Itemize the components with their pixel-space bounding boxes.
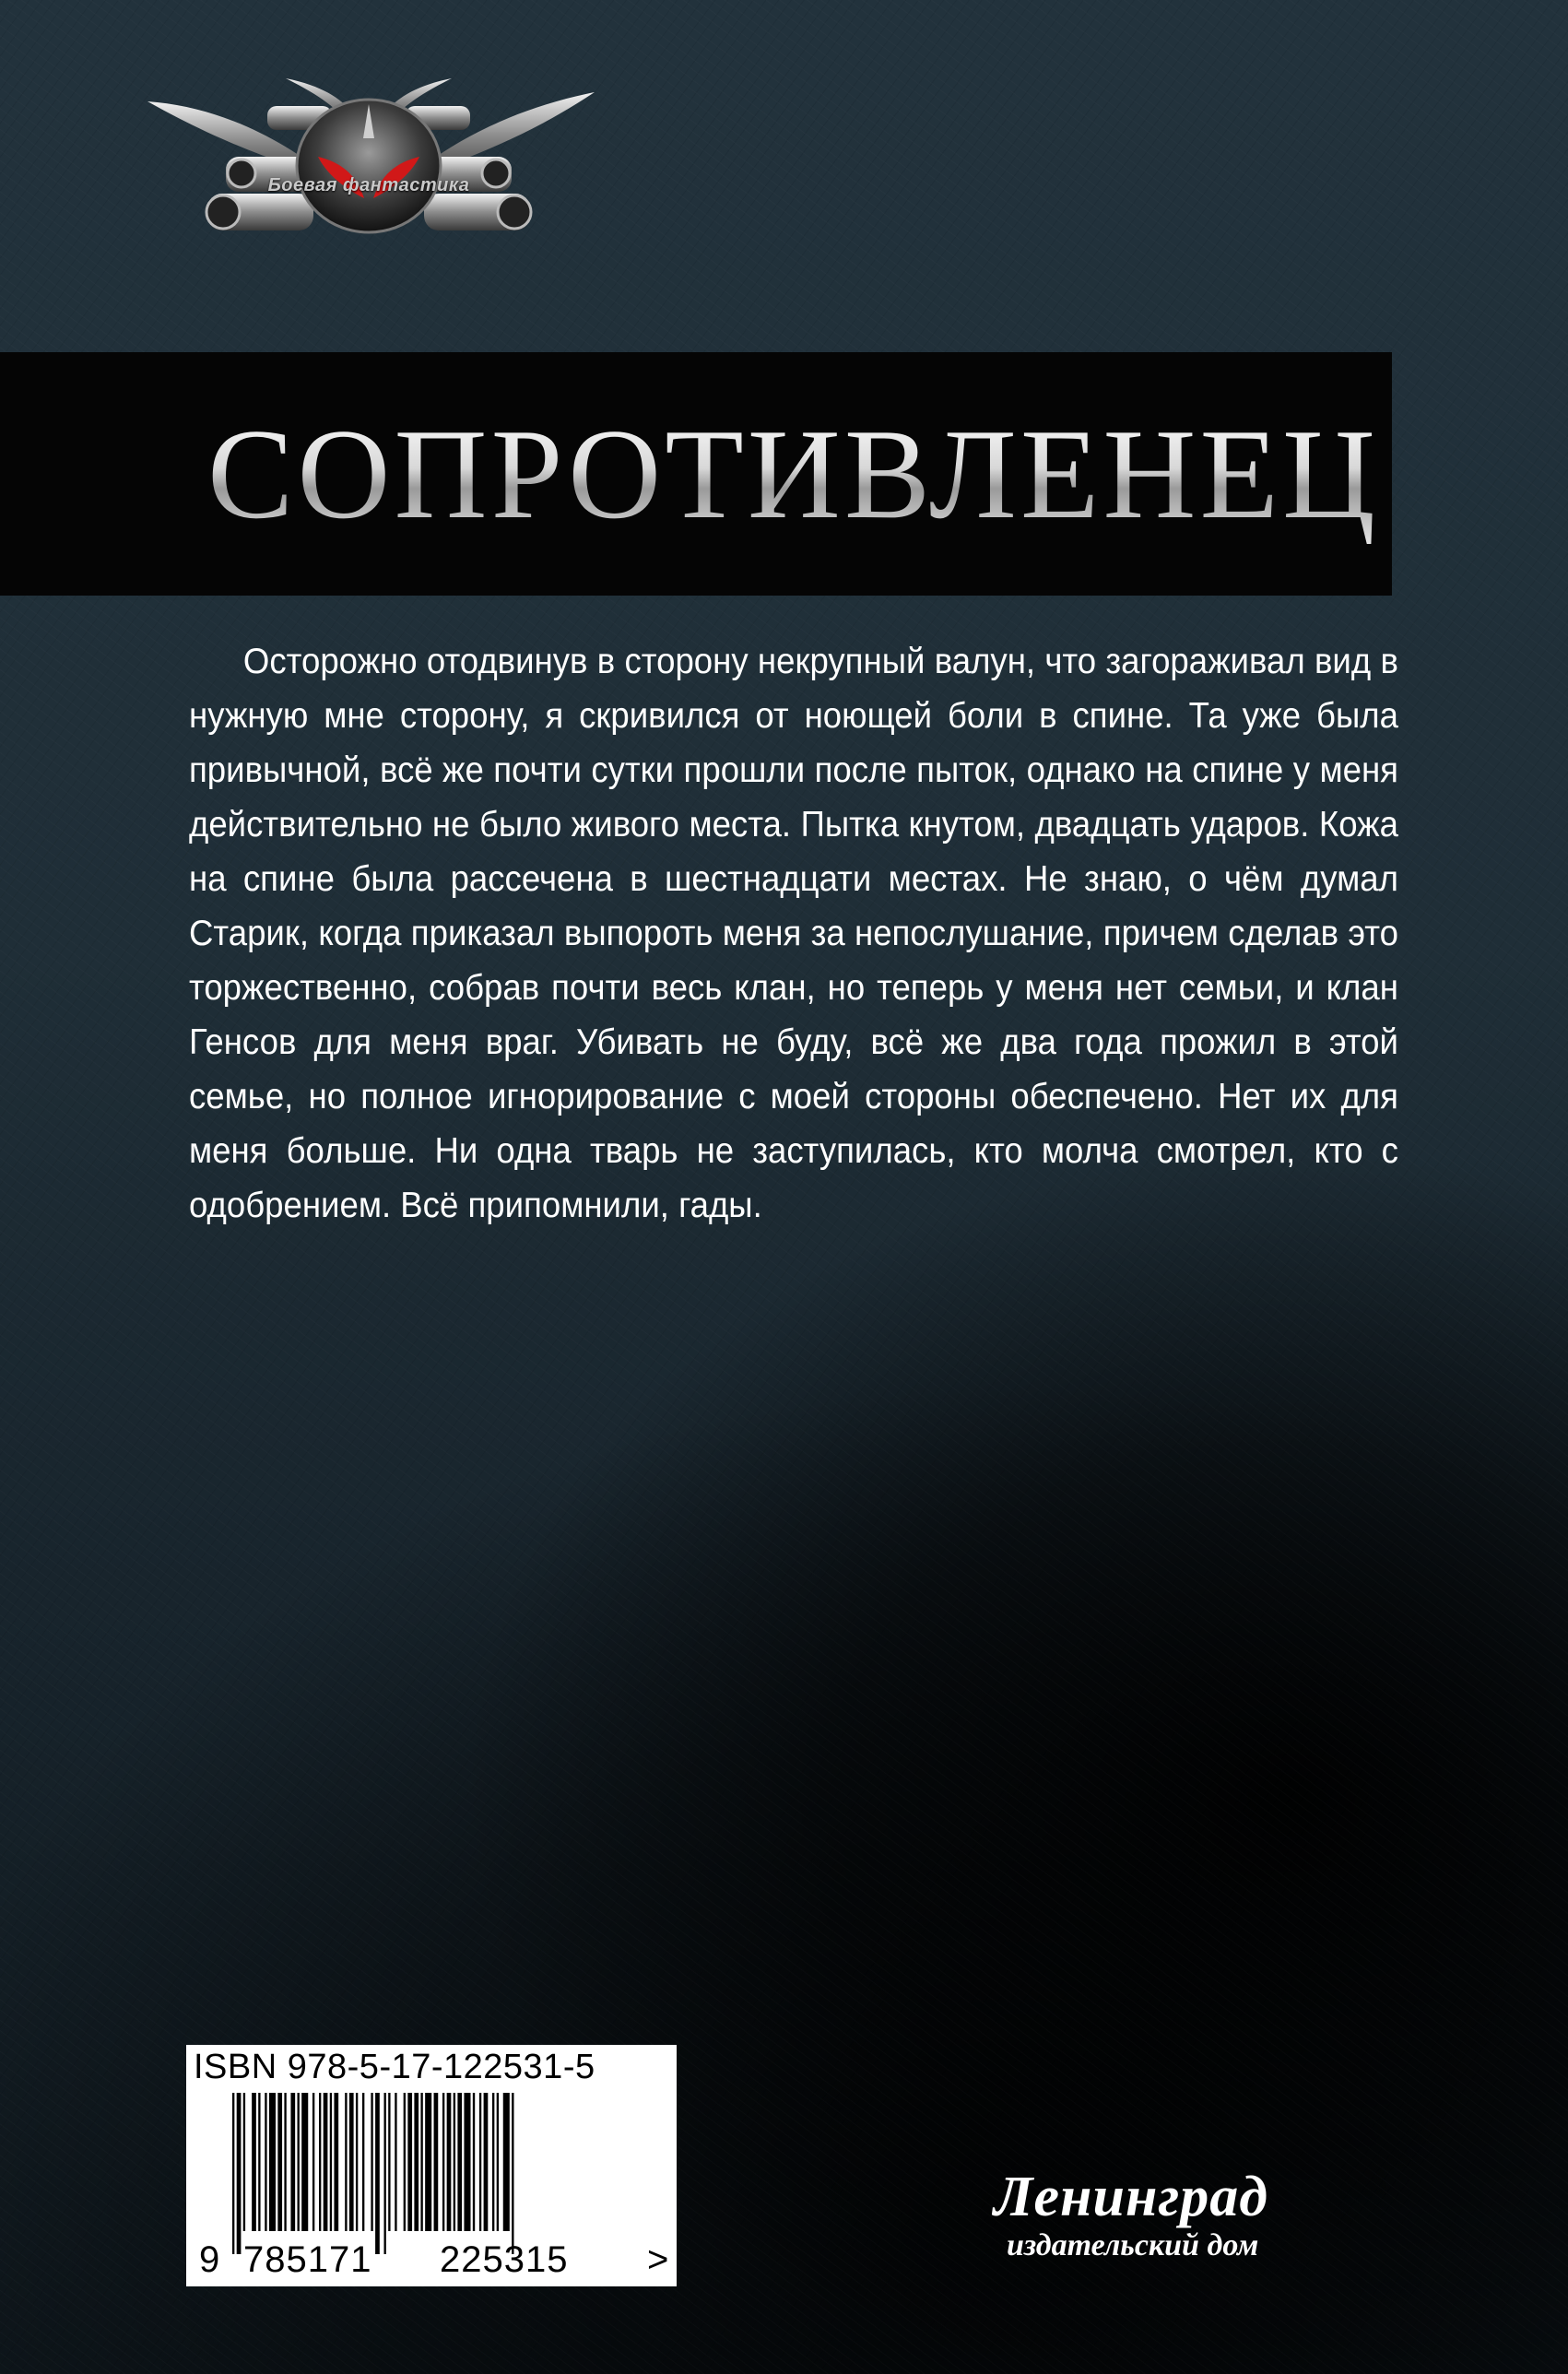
barcode-bars xyxy=(232,2093,638,2254)
barcode-digit-first: 9 xyxy=(199,2239,220,2280)
barcode-bar xyxy=(388,2093,390,2231)
barcode-bar xyxy=(425,2093,431,2231)
barcode-bar xyxy=(319,2093,321,2231)
barcode-bar xyxy=(298,2093,300,2231)
barcode-bar xyxy=(324,2093,328,2231)
book-annotation: Осторожно отодвинув в сторону некрупный валун, что загораживал вид в нужную мне сторону, я скривился от ноющей боли в спине. Та уже была привычной, всё же почти сутки прошли после пыток, однако на спине у меня действительно не было живого места. Пытка кнутом, двадцать ударов. Кожа на спине была рассечена в шестнадцати местах. Не знаю, о чём думал Старик, когда приказал выпороть меня за непослушание, причем сделав это торжественно, собрав почти весь клан, но теперь у меня нет семьи, и клан Генсов для меня враг. Убивать не буду, всё же два года прожил в этой семье, но полное игнорирование с моей стороны обеспечено. Нет их для меня больше. Ни одна тварь не заступилась, кто молча смотрел, кто с одобрением. Всё припомнили, гады. xyxy=(189,642,1398,1225)
barcode-bar xyxy=(290,2093,295,2231)
barcode-bar xyxy=(407,2093,412,2231)
barcode-bar xyxy=(479,2093,481,2231)
book-title: СОПРОТИВЛЕНЕЦ xyxy=(207,403,1380,546)
barcode-bar xyxy=(312,2093,314,2231)
barcode-bar xyxy=(454,2093,455,2231)
barcode-bar xyxy=(232,2093,234,2254)
barcode-bar xyxy=(464,2093,470,2231)
barcode-bar xyxy=(243,2093,245,2231)
barcode-bar xyxy=(345,2093,347,2231)
barcode-bar xyxy=(484,2093,489,2231)
barcode-bar xyxy=(269,2093,276,2231)
barcode-bar xyxy=(349,2093,354,2231)
barcode-bar xyxy=(237,2093,242,2254)
isbn-barcode xyxy=(186,2045,677,2286)
barcode-bar xyxy=(362,2093,364,2231)
barcode-bar xyxy=(371,2093,372,2231)
barcode-digit-arrow: > xyxy=(647,2239,669,2280)
isbn-label: ISBN 978-5-17-122531-5 xyxy=(194,2048,595,2086)
publisher-logo xyxy=(994,2165,1362,2294)
barcode-bar xyxy=(442,2093,444,2231)
barcode-bar xyxy=(284,2093,286,2231)
barcode-bar xyxy=(447,2093,452,2231)
barcode-bar xyxy=(252,2093,256,2231)
barcode-bar xyxy=(473,2093,475,2231)
barcode-bar xyxy=(492,2093,494,2231)
barcode-bar xyxy=(420,2093,422,2231)
barcode-bar xyxy=(404,2093,406,2231)
barcode-bar xyxy=(434,2093,439,2231)
barcode-bar xyxy=(301,2093,308,2231)
barcode-bar xyxy=(277,2093,282,2231)
barcode-bar xyxy=(512,2093,513,2254)
barcode-bar xyxy=(265,2093,266,2231)
publisher-subtitle: издательский дом xyxy=(1007,2228,1259,2262)
barcode-bar xyxy=(497,2093,499,2231)
barcode-digits xyxy=(186,2234,677,2282)
barcode-digit-group-1: 785171 xyxy=(243,2239,372,2280)
barcode-bar xyxy=(258,2093,260,2231)
barcode-bar xyxy=(384,2093,386,2254)
barcode-bar xyxy=(414,2093,419,2231)
barcode-bar xyxy=(395,2093,396,2231)
barcode-bar xyxy=(334,2093,338,2231)
series-label: Боевая фантастика xyxy=(267,175,470,195)
barcode-bar xyxy=(457,2093,462,2231)
barcode-bar xyxy=(330,2093,332,2231)
barcode-digit-group-2: 225315 xyxy=(440,2239,569,2280)
publisher-name: Ленинград xyxy=(994,2166,1269,2228)
barcode-bar xyxy=(375,2093,380,2254)
barcode-bar xyxy=(356,2093,358,2231)
barcode-bar xyxy=(503,2093,510,2231)
